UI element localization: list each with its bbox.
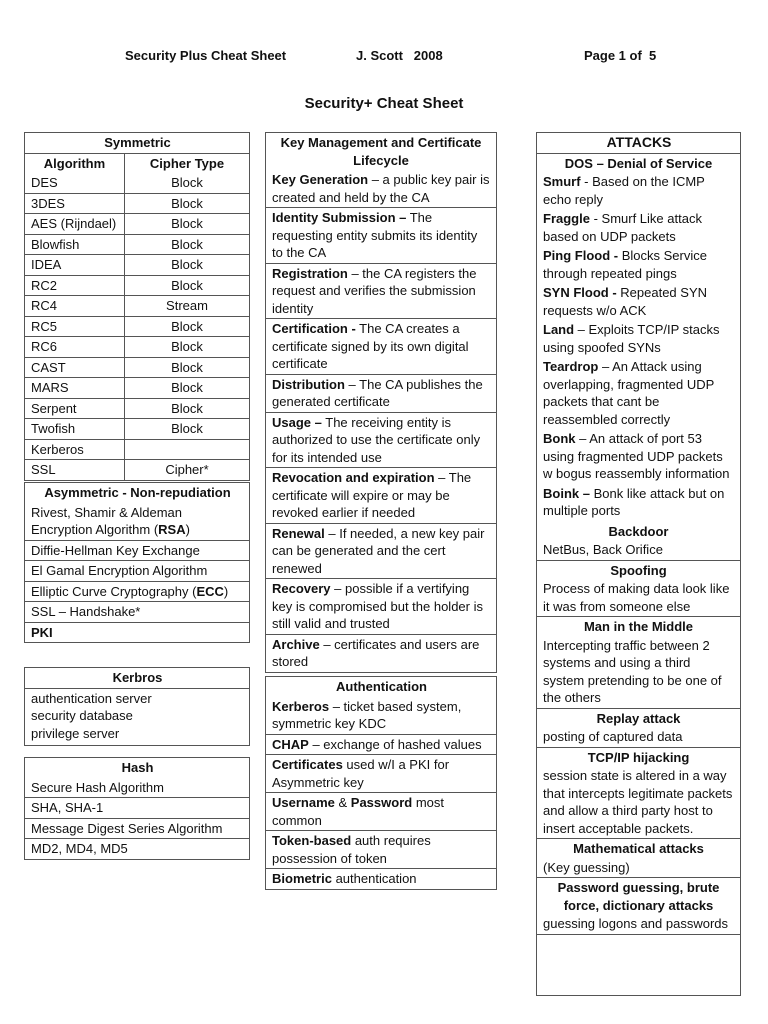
- asymmetric-row: [25, 503, 249, 540]
- dos-attack-item: [537, 430, 740, 485]
- attack-description: – Exploits TCP/IP stacks using spoofed SYNs: [543, 322, 720, 355]
- dos-title: DOS – Denial of Service: [564, 155, 713, 171]
- asymmetric-text: Diffie-Hellman Key Exchange: [31, 542, 200, 558]
- asymmetric-row: [25, 560, 249, 581]
- asymmetric-text: Rivest, Shamir & Aldeman Encryption Algorithm (: [31, 504, 183, 537]
- algorithm-cell: RC6: [25, 337, 125, 357]
- asymmetric-acronym: RSA: [158, 522, 186, 537]
- symmetric-row: [25, 459, 249, 480]
- attack-section-title: Replay attack: [596, 710, 681, 726]
- dos-attack-item: [537, 284, 740, 321]
- header-page-number: Page 1 of 5: [584, 48, 657, 63]
- term: Kerberos: [272, 698, 330, 714]
- symmetric-col-algorithm: Algorithm: [25, 154, 125, 174]
- attack-name: Teardrop: [543, 359, 599, 374]
- attack-section: [537, 560, 740, 617]
- attack-section: [537, 747, 740, 839]
- term: Archive: [272, 636, 320, 652]
- symmetric-table: [24, 132, 250, 481]
- description: used w/I a PKI for Asymmetric key: [272, 757, 450, 790]
- attack-section: [537, 616, 740, 708]
- authentication-title: Authentication: [336, 679, 427, 694]
- attack-section-body: (Key guessing): [543, 859, 630, 875]
- kerbros-title: Kerbros: [112, 670, 163, 685]
- cipher-type-cell: Block: [171, 277, 203, 293]
- attack-section-title: Mathematical attacks: [573, 841, 704, 856]
- key-management-title: Key Management and Certificate Lifecycle: [280, 135, 482, 168]
- symmetric-row: [25, 377, 249, 398]
- cipher-type-cell: Block: [171, 421, 203, 436]
- key-management-table: [265, 132, 497, 673]
- cipher-type-cell: Block: [171, 339, 203, 354]
- key-management-row: [266, 523, 496, 579]
- kerbros-body: [25, 688, 249, 746]
- key-management-row: [266, 374, 496, 412]
- description: – ticket based system, symmetric key KDC: [272, 698, 462, 731]
- term: Recovery: [272, 581, 331, 596]
- page-title: Security+ Cheat Sheet: [304, 95, 464, 112]
- term: Distribution: [272, 376, 345, 392]
- description: – The certificate will expire or may be revoked earlier if needed: [272, 470, 472, 520]
- cipher-type-cell: Block: [171, 195, 203, 211]
- term: Biometric: [272, 871, 332, 886]
- cipher-type-cell: Block: [171, 359, 203, 375]
- hash-row: MD2, MD4, MD5: [25, 838, 249, 859]
- symmetric-row: [25, 234, 249, 255]
- term: Password: [350, 795, 413, 810]
- attack-section-body: posting of captured data: [543, 729, 683, 744]
- attack-description: Bonk like attack but on multiple ports: [543, 485, 725, 518]
- description: – exchange of hashed values: [308, 736, 482, 752]
- asymmetric-title: Asymmetric - Non-repudiation: [44, 485, 231, 500]
- asymmetric-text: SSL – Handshake*: [31, 604, 141, 619]
- attack-name: Ping Flood -: [543, 248, 619, 263]
- authentication-row: [266, 734, 496, 755]
- symmetric-row: [25, 213, 249, 234]
- term: Identity Submission –: [272, 210, 407, 225]
- attack-description: Repeated SYN requests w/o ACK: [543, 285, 708, 318]
- kerbros-line: authentication server: [31, 690, 152, 706]
- asymmetric-acronym: PKI: [31, 624, 53, 640]
- description: most common: [272, 795, 444, 828]
- algorithm-cell: 3DES: [25, 194, 125, 214]
- attack-description: Blocks Service through repeated pings: [543, 248, 707, 281]
- algorithm-cell: RC5: [25, 317, 125, 337]
- cipher-type-cell: Block: [171, 318, 203, 334]
- cipher-type-cell: Block: [171, 257, 203, 272]
- algorithm-cell: Twofish: [25, 419, 125, 439]
- authentication-row: [266, 868, 496, 889]
- hash-row: Message Digest Series Algorithm: [25, 818, 249, 839]
- description: – If needed, a new key pair can be generated and the cert renewed: [272, 525, 485, 576]
- attack-name: Fraggle: [543, 211, 590, 226]
- symmetric-row: [25, 439, 249, 460]
- cipher-type-cell: Block: [171, 175, 203, 190]
- description: – The CA publishes the generated certificate: [272, 376, 483, 409]
- term: CHAP: [272, 736, 309, 752]
- term: Renewal: [272, 525, 325, 541]
- asymmetric-acronym: ECC: [196, 583, 224, 599]
- attack-section-body: Process of making data look like it was from someone else: [543, 581, 730, 614]
- attacks-table: [536, 132, 741, 996]
- attack-name: SYN Flood -: [543, 285, 617, 300]
- attack-section: [537, 522, 740, 560]
- authentication-row: [266, 697, 496, 734]
- symmetric-row: [25, 418, 249, 439]
- key-management-row: [266, 634, 496, 672]
- attack-section-body: session state is altered in a way that intercepts legitimate packets and allow a third party host to insert acceptable packets.: [543, 768, 733, 836]
- cipher-type-cell: Block: [171, 380, 203, 395]
- key-management-row: [266, 170, 496, 207]
- authentication-row: [266, 754, 496, 792]
- key-management-row: [266, 412, 496, 468]
- attack-section-title: Backdoor: [608, 523, 669, 539]
- attack-section-title: Spoofing: [610, 562, 667, 578]
- algorithm-cell: RC4: [25, 296, 125, 316]
- cipher-type-cell: Block: [171, 216, 203, 231]
- hash-row: Secure Hash Algorithm: [31, 779, 164, 795]
- attack-section-body: NetBus, Back Orifice: [543, 542, 663, 557]
- algorithm-cell: CAST: [25, 358, 125, 378]
- attack-name: Land: [543, 322, 575, 337]
- key-management-row: [266, 207, 496, 263]
- symmetric-title: Symmetric: [104, 135, 171, 150]
- dos-section: [537, 153, 740, 522]
- algorithm-cell: IDEA: [25, 255, 125, 275]
- symmetric-header-row: [25, 153, 249, 174]
- attack-description: – An Attack using overlapping, fragmented UDP packets that cant be reassembled correctly: [543, 359, 715, 427]
- dos-attack-item: [537, 485, 740, 522]
- symmetric-row: [25, 295, 249, 316]
- hash-title: Hash: [121, 760, 154, 775]
- attack-section-title: Password guessing, brute force, dictionary attacks: [557, 880, 720, 913]
- cipher-type-cell: Stream: [166, 298, 208, 313]
- algorithm-cell: RC2: [25, 276, 125, 296]
- attack-name: Smurf: [543, 174, 581, 189]
- asymmetric-row: [25, 601, 249, 622]
- cipher-type-cell: Cipher*: [165, 462, 209, 477]
- description: The requesting entity submits its identity to the CA: [272, 210, 478, 260]
- term: Usage –: [272, 414, 322, 430]
- term: Certification -: [272, 321, 356, 336]
- attacks-title: ATTACKS: [606, 134, 672, 150]
- hash-row: SHA, SHA-1: [25, 797, 249, 818]
- algorithm-cell: Blowfish: [25, 235, 125, 255]
- attack-section-body: Intercepting traffic between 2 systems and using a third system pretending to be one of the others: [543, 637, 722, 705]
- empty-row: [537, 934, 740, 983]
- term: Key Generation: [272, 172, 369, 187]
- dos-attack-item: [537, 210, 740, 247]
- hash-table: [24, 757, 250, 860]
- attack-section: [537, 708, 740, 747]
- attack-section-title: Man in the Middle: [583, 619, 694, 634]
- key-management-row: [266, 578, 496, 634]
- key-management-row: [266, 263, 496, 319]
- term: Certificates: [272, 757, 343, 772]
- symmetric-row: [25, 336, 249, 357]
- description: – the CA registers the request and verifies the submission identity: [272, 265, 477, 316]
- attack-section: [537, 838, 740, 877]
- asymmetric-text: ): [185, 522, 190, 537]
- description: auth requires possession of token: [272, 833, 431, 866]
- symmetric-row: [25, 173, 249, 193]
- algorithm-cell: Kerberos: [25, 440, 125, 460]
- asymmetric-row: [25, 581, 249, 602]
- attack-name: Bonk: [543, 431, 576, 446]
- key-management-row: [266, 467, 496, 523]
- attack-description: – An attack of port 53 using fragmented UDP packets w bogus reassembly information: [543, 431, 730, 481]
- dos-attack-item: [537, 358, 740, 430]
- symmetric-row: [25, 254, 249, 275]
- kerbros-line: privilege server: [31, 725, 120, 741]
- description: The CA creates a certificate signed by its own digital certificate: [272, 321, 469, 371]
- key-management-row: [266, 318, 496, 374]
- dos-attack-item: [537, 321, 740, 358]
- authentication-row: [266, 830, 496, 868]
- dos-attack-item: [537, 173, 740, 210]
- attack-name: Boink –: [543, 485, 590, 501]
- description: The receiving entity is authorized to use the certificate only for its intended use: [272, 414, 481, 465]
- symmetric-row: [25, 316, 249, 337]
- cipher-type-cell: [125, 440, 249, 460]
- algorithm-cell: SSL: [25, 460, 125, 480]
- asymmetric-text: Elliptic Curve Cryptography (: [31, 583, 197, 599]
- cipher-type-cell: Block: [171, 400, 203, 416]
- dos-attack-item: [537, 247, 740, 284]
- attack-description: - Smurf Like attack based on UDP packets: [543, 211, 702, 244]
- description: – a public key pair is created and held by the CA: [272, 172, 490, 205]
- asymmetric-row: [25, 622, 249, 643]
- algorithm-cell: DES: [25, 173, 125, 193]
- attack-description: - Based on the ICMP echo reply: [543, 174, 705, 207]
- description: – possible if a vertifying key is compromised but the holder is still valid and trusted: [272, 581, 483, 631]
- algorithm-cell: MARS: [25, 378, 125, 398]
- asymmetric-row: [25, 540, 249, 561]
- attack-section-title: TCP/IP hijacking: [587, 749, 690, 765]
- term: Username: [272, 795, 335, 810]
- symmetric-col-cipher-type: Cipher Type: [149, 155, 225, 171]
- description: authentication: [331, 871, 417, 886]
- algorithm-cell: Serpent: [25, 399, 125, 419]
- term: Token-based: [272, 833, 352, 848]
- header-author: J. Scott 2008: [356, 48, 443, 63]
- kerbros-line: security database: [31, 708, 133, 723]
- attack-section: [537, 877, 740, 934]
- authentication-table: [265, 676, 497, 890]
- symmetric-row: [25, 275, 249, 296]
- asymmetric-text: ): [223, 583, 229, 599]
- asymmetric-table: [24, 482, 250, 643]
- cipher-type-cell: Block: [171, 236, 203, 252]
- symmetric-row: [25, 357, 249, 378]
- symmetric-row: [25, 193, 249, 214]
- description: – certificates and users are stored: [272, 636, 480, 669]
- algorithm-cell: AES (Rijndael): [25, 214, 125, 234]
- attack-section-body: guessing logons and passwords: [543, 916, 729, 931]
- symmetric-row: [25, 398, 249, 419]
- kerbros-box: [24, 667, 250, 746]
- description: &: [334, 795, 351, 810]
- asymmetric-text: El Gamal Encryption Algorithm: [31, 563, 208, 578]
- authentication-row: [266, 792, 496, 830]
- term: Registration: [272, 265, 348, 281]
- header-left: Security Plus Cheat Sheet: [125, 48, 287, 63]
- term: Revocation and expiration: [272, 470, 435, 485]
